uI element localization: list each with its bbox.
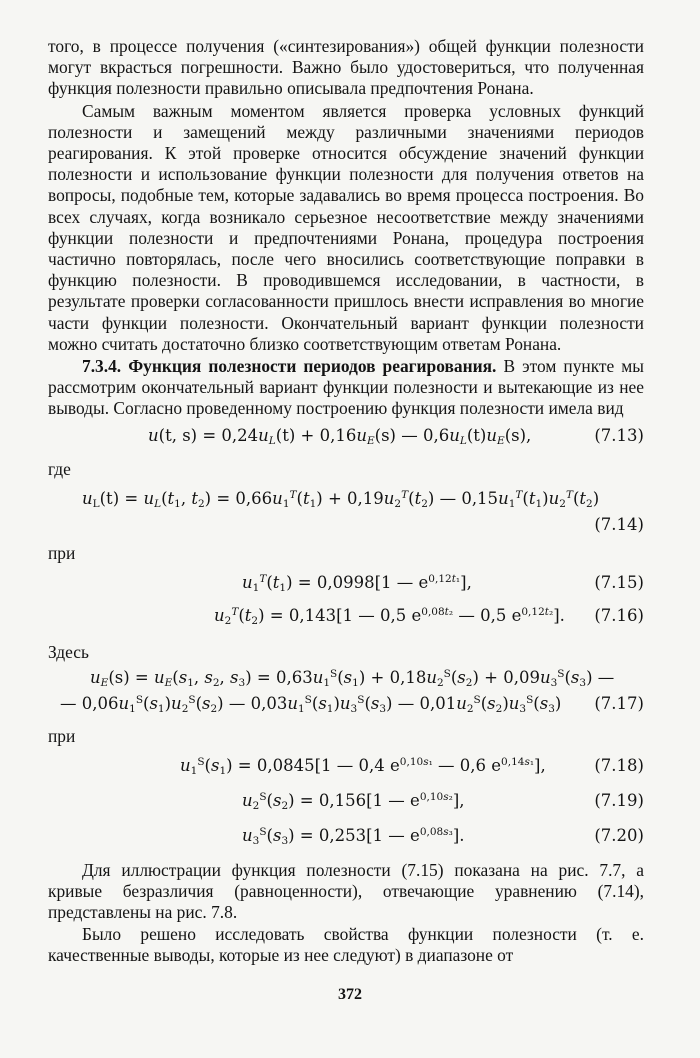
equation-number: (7.19)	[594, 790, 644, 810]
equation-7-13: u(t, $s) = 0,24u_L(t) + 0,16u_E(s)$ — $0,6u_L(t)u_E(s)$, (7.13)	[148, 425, 644, 447]
equation-number: (7.14)	[594, 514, 644, 534]
paragraph-5: Было решено исследовать свойства функции полезности (т. е. качественные выводы, которые из нее следуют) в диапазоне от	[48, 924, 644, 966]
page-number: 372	[338, 986, 362, 1003]
equation-7-18: $u_1^S(s_1) = 0,0845[1$ — 0,4 $e^{0,10s_1}$ — 0,6 $e^{0,14s_1}$], (7.18)	[180, 755, 644, 777]
section-heading: 7.3.4. Функция полезности периодов реагирования.	[82, 356, 497, 377]
paragraph-3	[48, 356, 644, 420]
word-where: где	[48, 458, 71, 479]
equation-number: (7.18)	[594, 755, 644, 775]
word-here: Здесь	[48, 641, 89, 662]
paragraph-2: Самым важным моментом является проверка условных функций полезности и замещений между различными значениями периодов реагирования. К этой проверке относится обсуждение значений функции полезности и использование функции полезности для получения ответов на вопросы, подобные тем, которые задавались во время процесса построения. Во всех случаях, когда возникало серьезное несоответствие между значениями функции полезности и предпочтениями Ронана, процедура построения частично повторялась, после чего вносились соответствующие поправки в функцию полезности. В проводившемся исследовании, в частности, в результате проверки согласованности пришлось внести исправления во многие части функции полезности. Окончательный вариант функции полезности можно считать достаточно близко соответствующим ответам Ронана.	[48, 100, 644, 354]
section-text: В этом пункте мы рассмотрим окончательный вариант функции полезности и вытекающие из нее выводы. Согласно проведенному построению функция полезности имела вид	[48, 356, 644, 419]
word-at-2: при	[48, 725, 76, 746]
equation-7-17: $u_E(s) = u_E(s_1$, $s_2$, $s_3) = 0,63u_1^S(s_1) + 0,18u_2^S(s_2) + 0,09u_3^S(s_3)$ — — $0,06u_1^S(s_1)u_2^S(s_2)$ — $0,03u_1^S(s_1)u_3^S(s_3)$ — $0,01u_2^S(s_2)u_3^S(s_3)$ (7.17)	[60, 667, 644, 715]
equation-number: (7.13)	[594, 425, 644, 445]
equation-number: (7.17)	[594, 693, 644, 713]
equation-7-15: $u_1^T(t_1) = 0,0998[1$ — $e^{0,12t_1}$], (7.15)	[242, 572, 644, 594]
equation-7-19: $u_2^S(s_2) = 0,156[1$ — $e^{0,10s_2}$], (7.19)	[242, 790, 644, 812]
equation-number: (7.15)	[594, 572, 644, 592]
paragraph-4: Для иллюстрации функция полезности (7.15) показана на рис. 7.7, а кривые безразличия (равноценности), отвечающие уравнению (7.14), представлены на рис. 7.8.	[48, 859, 644, 923]
page-body	[48, 36, 644, 967]
equation-7-16: $u_2^T(t_2) = 0,143[1$ — 0,5 $e^{0,08t_2}$ — 0,5 $e^{0,12t_2}$]. (7.16)	[214, 605, 644, 627]
equation-number: (7.16)	[594, 605, 644, 625]
equation-7-14: $u_L(t) = u_L(t_1$, $t_2) = 0,66u_1^T(t_1) + 0,19u_2^T(t_2)$ — $0,15u_1^T(t_1)u_2^T(t_2)$ (7.14)	[82, 488, 644, 534]
word-at-1: при	[48, 542, 76, 563]
equation-7-20: $u_3^S(s_3) = 0,253[1$ — $e^{0,08s_3}$]. (7.20)	[242, 825, 644, 847]
equation-number: (7.20)	[594, 825, 644, 845]
paragraph-1: того, в процессе получения («синтезирования») общей функции полезности могут вкрасться погрешности. Важно было удостовериться, что полученная функция полезности правильно описывала предпочтения Ронана.	[48, 36, 644, 99]
